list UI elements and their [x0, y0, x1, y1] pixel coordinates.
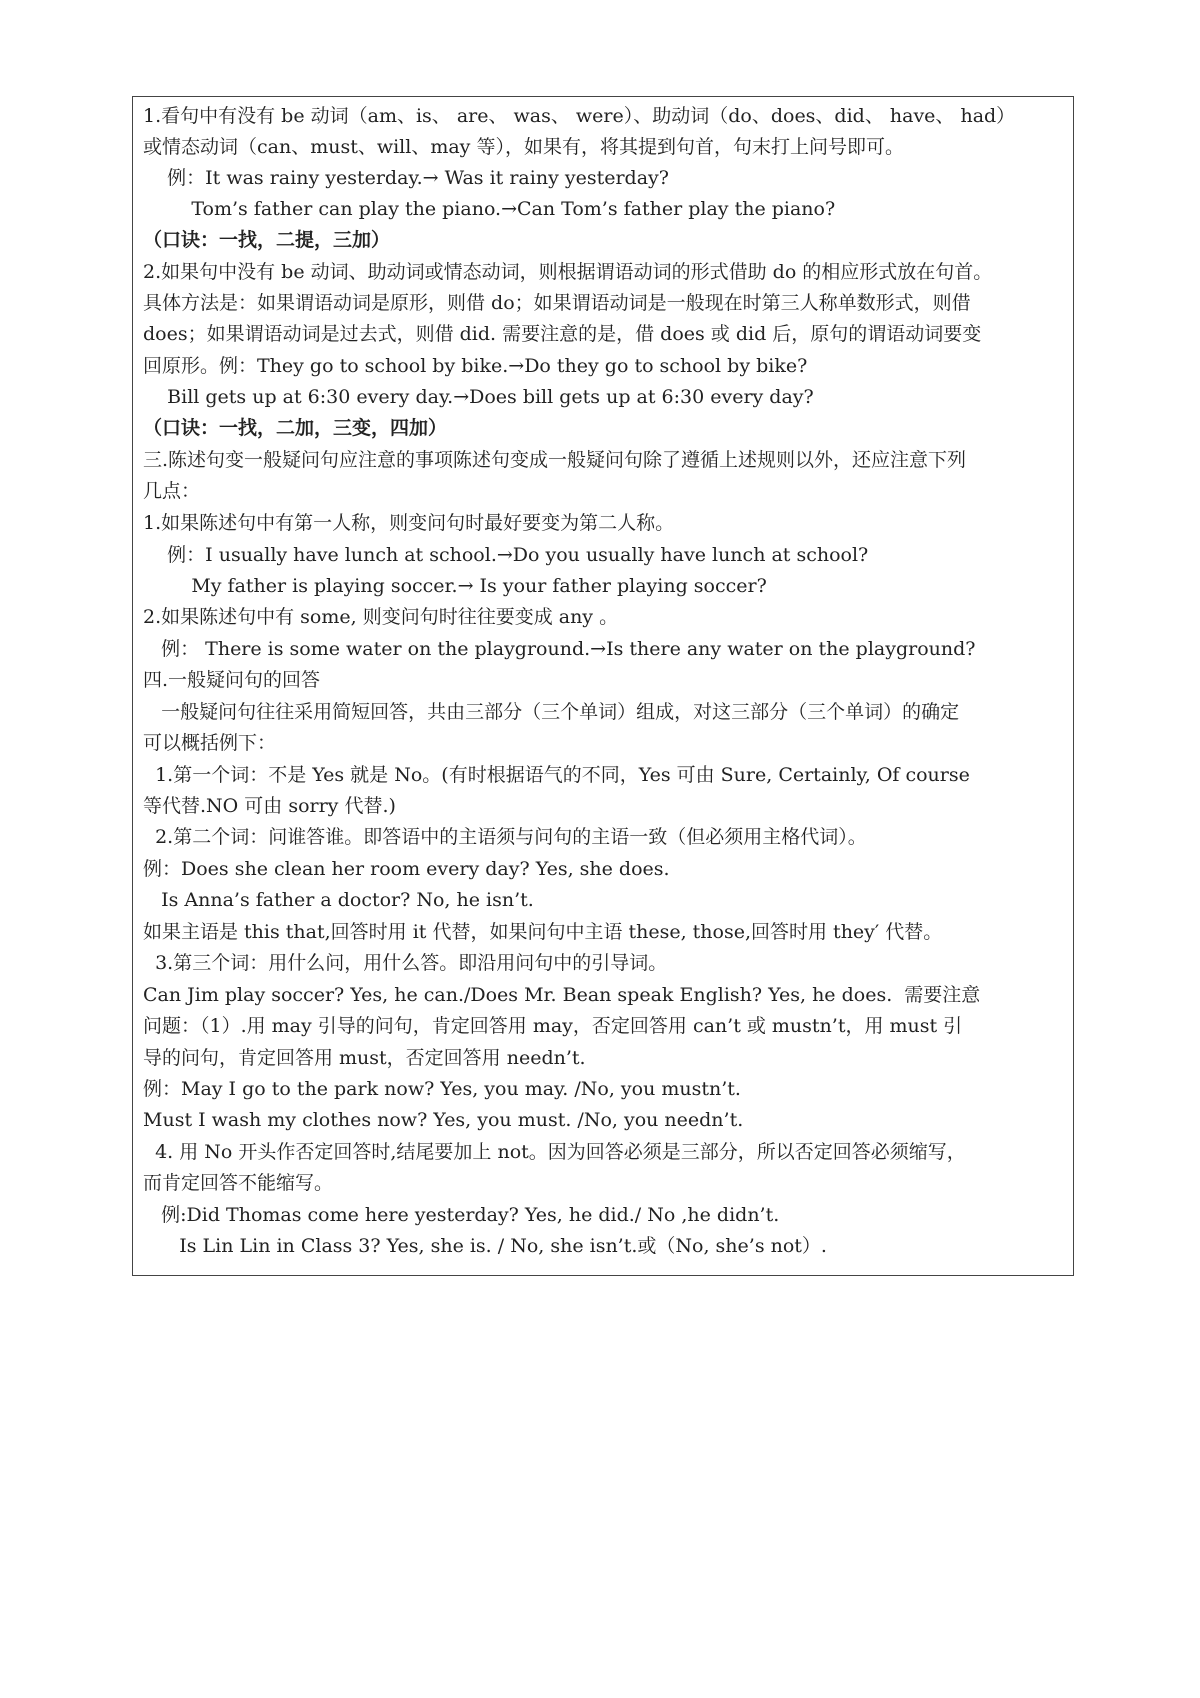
text-line: 1.第一个词：不是 Yes 就是 No。(有时根据语气的不同，Yes 可由 Sure, Certainly, Of course: [143, 764, 970, 786]
section-heading: 四.一般疑问句的回答: [143, 669, 321, 691]
text-line: Can Jim play soccer? Yes, he can./Does Mr. Bean speak English? Yes, he does. 需要注意: [143, 984, 981, 1006]
text-line: 而肯定回答不能缩写。: [143, 1172, 334, 1194]
text-line: 如果主语是 this that,回答时用 it 代替，如果问句中主语 these, those,回答时用 they′ 代替。: [143, 921, 943, 943]
text-line: 4. 用 No 开头作否定回答时,结尾要加上 not。因为回答必须是三部分，所以否定回答必须缩写，: [143, 1141, 966, 1163]
text-line: Bill gets up at 6:30 every day.→Does bill gets up at 6:30 every day?: [143, 386, 814, 408]
text-line: 等代替.NO 可由 sorry 代替.): [143, 795, 396, 817]
text-line: 几点：: [143, 480, 201, 502]
text-line: 3.第三个词：用什么问，用什么答。即沿用问句中的引导词。: [143, 952, 668, 974]
text-line: 1.如果陈述句中有第一人称，则变问句时最好要变为第二人称。: [143, 512, 675, 534]
text-line: 2.第二个词：问谁答谁。即答语中的主语须与问句的主语一致（但必须用主格代词）。: [143, 826, 867, 848]
mnemonic-line: （口诀：一找，二加，三变，四加）: [143, 417, 448, 439]
mnemonic-line: （口诀：一找，二提，三加）: [143, 229, 391, 251]
text-line: 问题：（1）.用 may 引导的问句，肯定回答用 may，否定回答用 can’t 或 mustn’t，用 must 引: [143, 1015, 963, 1037]
text-line: 例:Did Thomas come here yesterday? Yes, he did./ No ,he didn’t.: [143, 1204, 780, 1226]
text-line: My father is playing soccer.→ Is your father playing soccer?: [143, 575, 767, 597]
text-line: 回原形。例：They go to school by bike.→Do they go to school by bike?: [143, 355, 808, 377]
text-line: 例：May I go to the park now? Yes, you may. /No, you mustn’t.: [143, 1078, 741, 1100]
text-line: 例：It was rainy yesterday.→ Was it rainy yesterday?: [143, 167, 669, 189]
text-line: 1.看句中有没有 be 动词（am、is、 are、 was、 were）、助动词（do、does、did、 have、 had）: [143, 105, 1016, 127]
text-line: 例： There is some water on the playground.→Is there any water on the playground?: [143, 638, 976, 660]
text-line: Is Lin Lin in Class 3? Yes, she is. / No, she isn’t.或（No, she’s not）.: [143, 1235, 827, 1257]
text-line: 一般疑问句往往采用简短回答，共由三部分（三个单词）组成，对这三部分（三个单词）的确定: [143, 701, 960, 723]
text-line: Is Anna’s father a doctor? No, he isn’t.: [143, 889, 534, 911]
text-line: 具体方法是：如果谓语动词是原形，则借 do；如果谓语动词是一般现在时第三人称单数形式，则借: [143, 292, 971, 314]
text-line: 导的问句，肯定回答用 must，否定回答用 needn’t.: [143, 1047, 586, 1069]
text-line: 或情态动词（can、must、will、may 等），如果有，将其提到句首，句末打上问号即可。: [143, 136, 904, 158]
text-line: 例：I usually have lunch at school.→Do you usually have lunch at school?: [143, 544, 869, 566]
text-line: 2.如果陈述句中有 some, 则变问句时往往要变成 any 。: [143, 606, 619, 628]
text-line: does；如果谓语动词是过去式，则借 did. 需要注意的是，借 does 或 did 后，原句的谓语动词要变: [143, 323, 982, 345]
content-table-cell: [132, 96, 1074, 1276]
text-line: Must I wash my clothes now? Yes, you must. /No, you needn’t.: [143, 1109, 744, 1131]
text-line: 2.如果句中没有 be 动词、助动词或情态动词，则根据谓语动词的形式借助 do 的相应形式放在句首。: [143, 261, 993, 283]
text-line: 三.陈述句变一般疑问句应注意的事项陈述句变成一般疑问句除了遵循上述规则以外，还应注意下列: [143, 449, 967, 471]
text-line: 例：Does she clean her room every day? Yes, she does.: [143, 858, 670, 880]
text-line: Tom’s father can play the piano.→Can Tom’s father play the piano?: [143, 198, 836, 220]
text-line: 可以概括例下：: [143, 732, 277, 754]
